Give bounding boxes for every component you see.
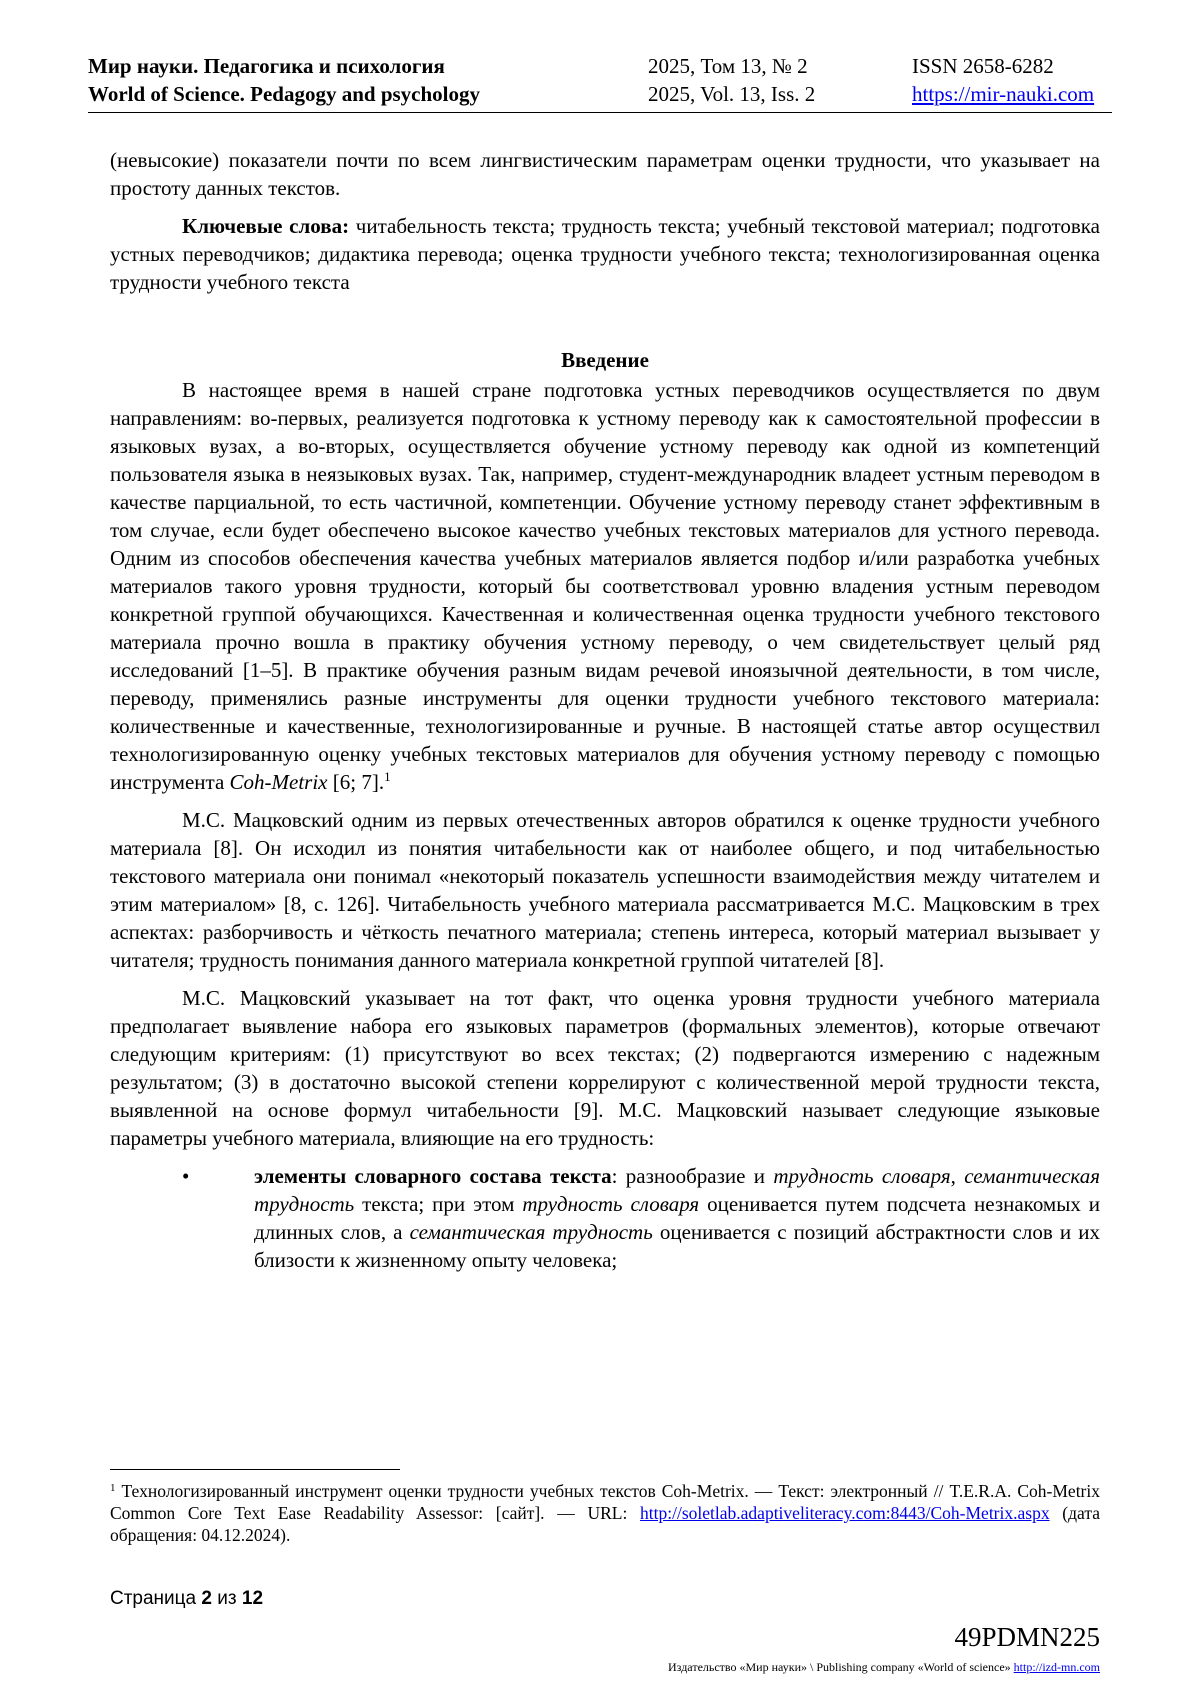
page-header bbox=[88, 52, 1112, 113]
footnote-ref[interactable]: 1 bbox=[384, 769, 391, 784]
footnote-url-link[interactable]: http://soletlab.adaptiveliteracy.com:8443/Coh-Metrix.aspx bbox=[640, 1503, 1050, 1523]
footnote-text: Технологизированный инструмент оценки трудности учебных текстов Coh-Metrix. — Текст: электронный // T.E.R.A. Coh-Metrix Common Core Text Ease Readability Assessor: [сайт]. — URL: bbox=[110, 1481, 1100, 1523]
bullet-italic-2: семантическая трудность bbox=[254, 1164, 1100, 1216]
publisher-link[interactable]: http://izd-mn.com bbox=[1013, 1660, 1100, 1674]
paragraph-1-end: [6; 7]. bbox=[327, 770, 385, 794]
page-number bbox=[110, 1588, 263, 1610]
journal-title bbox=[88, 52, 480, 108]
bullet-marker: • bbox=[182, 1164, 190, 1188]
paragraph-2: М.С. Мацковский одним из первых отечественных авторов обратился к оценке трудности учебного материала [8]. Он исходил из понятия читабельности как от наиболее общего, и под читабельностью текстового материала они понимал «некоторый показатель успешности взаимодействия между читателем и этим материалом» [8, с. 126]. Читабельность учебного материала рассматривается М.С. Мацковским в трех аспектах: разборчивость и чёткость печатного материала; степень интереса, который материал вызывает у читателя; трудность понимания данного материала конкретной группой читателей [8]. bbox=[110, 808, 1100, 972]
bullet-text-4: оценивается путем подсчета незнакомых и длинных слов, а bbox=[254, 1192, 1100, 1244]
bullet-italic-1: трудность словаря bbox=[773, 1164, 951, 1188]
paragraph-1 bbox=[110, 376, 1100, 796]
journal-title-en: World of Science. Pedagogy and psychology bbox=[88, 82, 481, 106]
section-title: Введение bbox=[561, 348, 649, 372]
keywords-text: читабельность текста; трудность текста; учебный текстовой материал; подготовка устных переводчиков; дидактика перевода; оценка трудности учебного текста; технологизированная оценка трудности учебного текста bbox=[110, 214, 1100, 294]
abstract-end: (невысокие) показатели почти по всем лингвистическим параметрам оценки трудности, что указывает на простоту данных текстов. bbox=[110, 148, 1100, 200]
issue-info bbox=[648, 52, 815, 108]
journal-title-ru: Мир науки. Педагогика и психология bbox=[88, 54, 445, 78]
article-code: 49PDMN225 bbox=[954, 1622, 1100, 1652]
paragraph-3: М.С. Мацковский указывает на тот факт, что оценка уровня трудности учебного материала предполагает выявление набора его языковых параметров (формальных элементов), которые отвечают следующим критериям: (1) присутствуют во всех текстах; (2) подвергаются измерению с надежным результатом; (3) в достаточно высокой степени коррелируют с количественной мерой трудности текста, выявленной на основе формул читабельности [9]. М.С. Мацковский называет следующие языковые параметры учебного материала, влияющие на его трудность: bbox=[110, 986, 1100, 1150]
keywords-label: Ключевые слова: bbox=[182, 214, 350, 238]
page-current: 2 bbox=[201, 1588, 212, 1609]
bullet-text-2: , bbox=[950, 1164, 965, 1188]
paragraph-1-italic: Coh-Metrix bbox=[229, 770, 328, 794]
footnote bbox=[110, 1480, 1100, 1546]
journal-site-link[interactable]: https://mir-nauki.com bbox=[912, 82, 1095, 106]
page-of-word: из bbox=[211, 1588, 242, 1609]
bullet-text-1: : разнообразие и bbox=[611, 1164, 774, 1188]
keywords bbox=[110, 212, 1100, 296]
paragraph-1-text: В настоящее время в нашей стране подготовка устных переводчиков осуществляется по двум направлениям: во-первых, реализуется подготовка к устному переводу как к самостоятельной профессии в языковых вузах, а во-вторых, осуществляется обучение устному переводу как одной из компетенций пользователя языка в неязыковых вузах. Так, например, студент-международник владеет устным переводом в качестве парциальной, то есть частичной, компетенции. Обучение устному переводу станет эффективным в том случае, если будет обеспечено высокое качество учебных текстовых материалов для устного перевода. Одним из способов обеспечения качества учебных материалов является подбор и/или разработка учебных материалов такого уровня трудности, который бы соответствовал уровню владения устным переводом конкретной группой обучающихся. Качественная и количественная оценка трудности учебного текстового материала прочно вошла в практику обучения устному переводу, о чем свидетельствует целый ряд исследований [1–5]. В практике обучения разным видам речевой иноязычной деятельности, в том числе, переводу, применялись разные инструменты для оценки трудности учебного текстового материала: количественные и качественные, технологизированные и ручные. В настоящей статье автор осуществил технологизированную оценку учебных текстовых материалов для обучения устному переводу с помощью инструмента bbox=[110, 378, 1100, 794]
page-total: 12 bbox=[241, 1588, 264, 1609]
bullet-text-3: текста; при этом bbox=[354, 1192, 523, 1216]
list-item bbox=[110, 1162, 1100, 1274]
issue-en: 2025, Vol. 13, Iss. 2 bbox=[648, 82, 816, 106]
page-word: Страница bbox=[110, 1588, 202, 1609]
bullet-italic-4: семантическая трудность bbox=[409, 1220, 653, 1244]
bullet-text-5: оценивается с позиций абстрактности слов и их близости к жизненному опыту человека; bbox=[254, 1220, 1100, 1272]
issn-info bbox=[912, 52, 1094, 108]
issn: ISSN 2658-6282 bbox=[912, 54, 1054, 78]
bullet-bold: элементы словарного состава текста bbox=[254, 1164, 612, 1188]
footnote-divider bbox=[110, 1469, 400, 1470]
article-body bbox=[110, 146, 1100, 1274]
footnote-number: 1 bbox=[110, 1482, 116, 1494]
publisher-text: Издательство «Мир науки» \ Publishing company «World of science» bbox=[668, 1660, 1014, 1674]
footnote-after: (дата обращения: 04.12.2024). bbox=[110, 1503, 1100, 1545]
publisher-line bbox=[668, 1660, 1100, 1675]
issue-ru: 2025, Том 13, № 2 bbox=[648, 54, 808, 78]
bullet-italic-3: трудность словаря bbox=[522, 1192, 700, 1216]
